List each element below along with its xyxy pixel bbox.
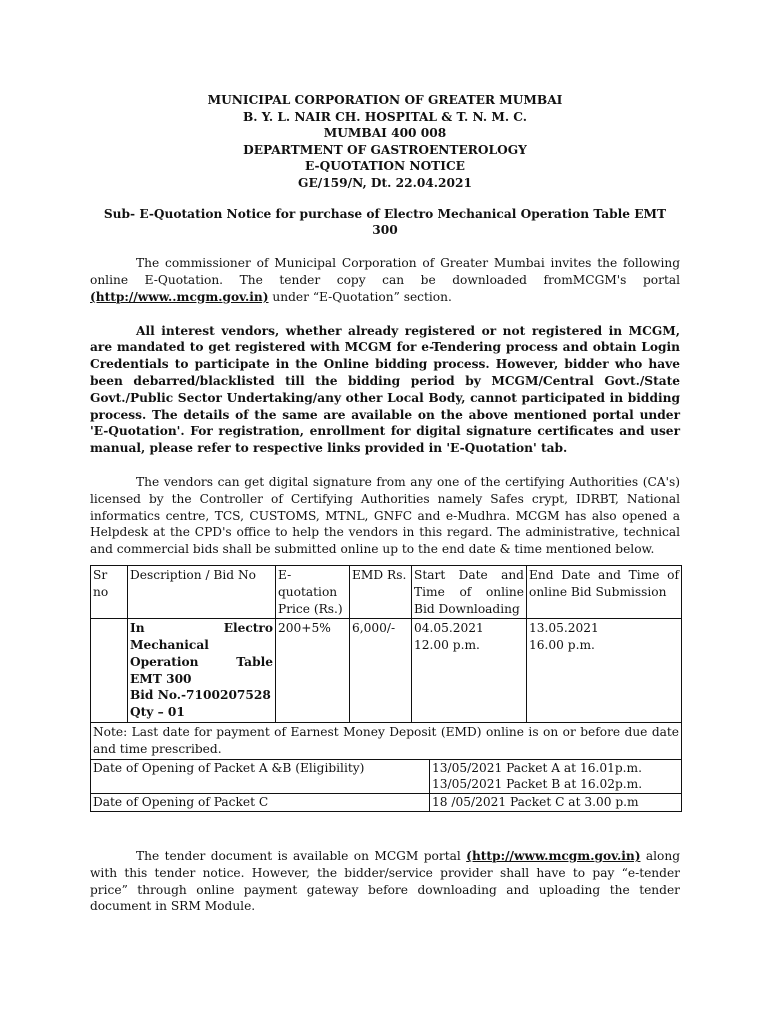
- header-hospital: B. Y. L. NAIR CH. HOSPITAL & T. N. M. C.: [242, 109, 528, 124]
- packet-ab-values: [430, 760, 682, 794]
- mcgm-portal-link-2[interactable]: (http://www.mcgm.gov.in): [466, 849, 641, 864]
- packet-c-value: 18 /05/2021 Packet C at 3.00 p.m: [430, 794, 682, 812]
- packet-opening-table: [90, 760, 682, 812]
- paragraph-tender-document: [90, 848, 680, 915]
- header-price: E-quotation Price (Rs.): [276, 565, 350, 618]
- header-emd: EMD Rs.: [350, 565, 412, 618]
- notice-page: [90, 92, 680, 915]
- header-end-date: End Date and Time of online Bid Submission: [527, 565, 682, 618]
- emd-note: Note: Last date for payment of Earnest Money Deposit (EMD) online is on or before due date and time prescribed.: [91, 723, 682, 760]
- start-time: 12.00 p.m.: [414, 638, 480, 653]
- header-notice-title: E-QUOTATION NOTICE: [305, 159, 465, 174]
- tender-table: [90, 565, 682, 760]
- packet-ab-label: Date of Opening of Packet A &B (Eligibility): [91, 760, 430, 794]
- start-date: 04.05.2021: [414, 621, 484, 636]
- packet-b-value: 13/05/2021 Packet B at 16.02p.m.: [432, 777, 643, 792]
- packet-a-value: 13/05/2021 Packet A at 16.01p.m.: [432, 760, 642, 775]
- header-sr-no: Sr no: [91, 565, 128, 618]
- quantity: Qty – 01: [130, 705, 185, 720]
- notice-subject: Sub- E-Quotation Notice for purchase of Electro Mechanical Operation Table EMT 300: [103, 206, 667, 238]
- header-start-date: Start Date and Time of online Bid Downloading: [412, 565, 527, 618]
- tender-document-text-end: along with this tender notice. However, the bidder/service provider shall have to pay “e-tender price” through online payment gateway before downloading and uploading the tender document in SRM Module.: [90, 849, 681, 914]
- header-reference: GE/159/N, Dt. 22.04.2021: [298, 175, 472, 190]
- header-corporation: MUNICIPAL CORPORATION OF GREATER MUMBAI: [207, 93, 563, 107]
- tender-document-text: The tender document is available on MCGM portal: [136, 849, 467, 864]
- paragraph-invitation: [90, 255, 680, 305]
- table-row: [91, 619, 682, 723]
- header-city: MUMBAI 400 008: [323, 126, 447, 141]
- cell-sr-no: [91, 619, 128, 723]
- mcgm-portal-link[interactable]: (http://www..mcgm.gov.in): [90, 289, 269, 304]
- packet-ab-row: [91, 760, 682, 794]
- paragraph-digital-signature: The vendors can get digital signature from any one of the certifying Authorities (CA's) licensed by the Controller of Certifying Authorities namely Safes crypt, IDRBT, National informatics centre, TCS, CUSTOMS, MTNL, GNFC and e-Mudhra. MCGM has also opened a Helpdesk at the CPD's office to help the vendors in this regard. The administrative, technical and commercial bids shall be submitted online up to the end date & time mentioned below.: [90, 474, 680, 557]
- cell-end: [527, 619, 682, 723]
- cell-description: [128, 619, 276, 723]
- cell-price: 200+5%: [276, 619, 350, 723]
- item-description: In Electro Mechanical Operation Table EMT 300: [130, 621, 273, 686]
- paragraph-registration: All interest vendors, whether already registered or not registered in MCGM, are mandated to get registered with MCGM for e-Tendering process and obtain Login Credentials to participate in the Online bidding process. However, bidder who have been debarred/blacklisted till the bidding period by MCGM/Central Govt./State Govt./Public Sector Undertaking/any other Local Body, cannot participated in bidding process. The details of the same are available on the above mentioned portal under 'E-Quotation'. For registration, enrollment for digital signature certificates and user manual, please refer to respective links provided in 'E-Quotation' tab.: [90, 323, 680, 456]
- table-header-row: [91, 565, 682, 618]
- cell-start: [412, 619, 527, 723]
- packet-c-label: Date of Opening of Packet C: [91, 794, 430, 812]
- table-note-row: [91, 723, 682, 760]
- invitation-text: The commissioner of Municipal Corporation of Greater Mumbai invites the following online E-Quotation. The tender copy can be downloaded fromMCGM's portal: [90, 256, 680, 287]
- header-department: DEPARTMENT OF GASTROENTEROLOGY: [243, 142, 527, 157]
- end-time: 16.00 p.m.: [529, 638, 595, 653]
- cell-emd: 6,000/-: [350, 619, 412, 723]
- invitation-text-end: under “E-Quotation” section.: [268, 289, 452, 304]
- bid-number: Bid No.-7100207528: [130, 688, 271, 703]
- packet-c-row: [91, 794, 682, 812]
- header-description: Description / Bid No: [128, 565, 276, 618]
- notice-header: [90, 92, 680, 192]
- end-date: 13.05.2021: [529, 621, 599, 636]
